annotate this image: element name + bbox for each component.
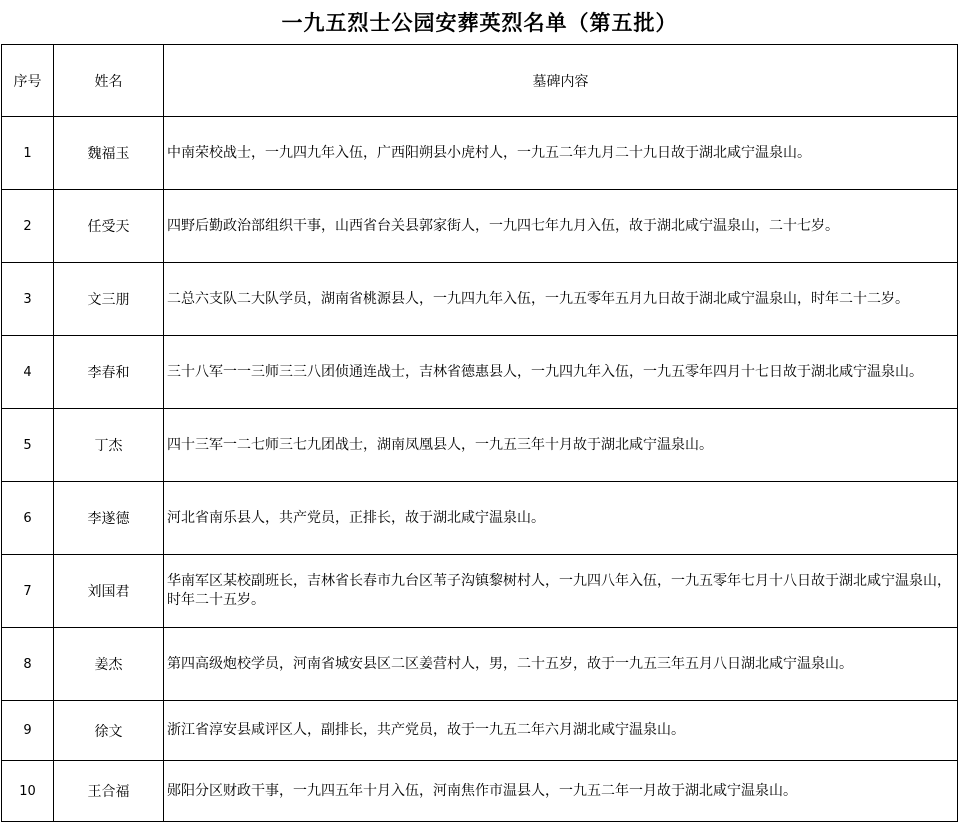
cell-tombstone-content: 四十三军一二七师三七九团战士，湖南凤凰县人，一九五三年十月故于湖北咸宁温泉山。	[164, 409, 958, 482]
table-row	[2, 482, 958, 555]
cell-serial-number: 3	[2, 263, 54, 336]
cell-serial-number: 7	[2, 555, 54, 628]
header-tombstone-content: 墓碑内容	[164, 45, 958, 117]
cell-tombstone-content: 华南军区某校副班长，吉林省长春市九台区苇子沟镇黎树村人，一九四八年入伍，一九五零年七月十八日故于湖北咸宁温泉山，时年二十五岁。	[164, 555, 958, 628]
cell-serial-number: 1	[2, 117, 54, 190]
cell-tombstone-content: 郧阳分区财政干事，一九四五年十月入伍，河南焦作市温县人，一九五二年一月故于湖北咸宁温泉山。	[164, 761, 958, 822]
cell-name: 王合福	[54, 761, 164, 822]
table-body	[2, 117, 958, 822]
table-row	[2, 628, 958, 701]
cell-serial-number: 4	[2, 336, 54, 409]
cell-tombstone-content: 三十八军一一三师三三八团侦通连战士，吉林省德惠县人，一九四九年入伍，一九五零年四月十七日故于湖北咸宁温泉山。	[164, 336, 958, 409]
cell-name: 李春和	[54, 336, 164, 409]
cell-tombstone-content: 中南荣校战士，一九四九年入伍，广西阳朔县小虎村人，一九五二年九月二十九日故于湖北咸宁温泉山。	[164, 117, 958, 190]
cell-name: 任受天	[54, 190, 164, 263]
cell-tombstone-content: 河北省南乐县人，共产党员，正排长，故于湖北咸宁温泉山。	[164, 482, 958, 555]
cell-name: 姜杰	[54, 628, 164, 701]
cell-serial-number: 6	[2, 482, 54, 555]
table-row	[2, 701, 958, 761]
martyrs-table	[1, 44, 958, 822]
cell-tombstone-content: 四野后勤政治部组织干事，山西省台关县郭家街人，一九四七年九月入伍，故于湖北咸宁温泉山，二十七岁。	[164, 190, 958, 263]
cell-tombstone-content: 第四高级炮校学员，河南省城安县区二区姜营村人，男，二十五岁，故于一九五三年五月八日湖北咸宁温泉山。	[164, 628, 958, 701]
cell-name: 刘国君	[54, 555, 164, 628]
cell-serial-number: 10	[2, 761, 54, 822]
cell-serial-number: 5	[2, 409, 54, 482]
cell-tombstone-content: 二总六支队二大队学员，湖南省桃源县人，一九四九年入伍，一九五零年五月九日故于湖北咸宁温泉山，时年二十二岁。	[164, 263, 958, 336]
table-row	[2, 190, 958, 263]
cell-name: 魏福玉	[54, 117, 164, 190]
table-row	[2, 336, 958, 409]
table-row	[2, 555, 958, 628]
table-header-row	[2, 45, 958, 117]
cell-name: 丁杰	[54, 409, 164, 482]
header-serial-number: 序号	[2, 45, 54, 117]
table-row	[2, 761, 958, 822]
cell-name: 徐文	[54, 701, 164, 761]
table-row	[2, 263, 958, 336]
table-row	[2, 117, 958, 190]
cell-serial-number: 2	[2, 190, 54, 263]
cell-tombstone-content: 浙江省淳安县咸评区人，副排长，共产党员，故于一九五二年六月湖北咸宁温泉山。	[164, 701, 958, 761]
cell-serial-number: 9	[2, 701, 54, 761]
cell-name: 文三朋	[54, 263, 164, 336]
cell-name: 李遂德	[54, 482, 164, 555]
cell-serial-number: 8	[2, 628, 54, 701]
table-row	[2, 409, 958, 482]
page-title: 一九五烈士公园安葬英烈名单（第五批）	[281, 10, 678, 35]
header-name: 姓名	[54, 45, 164, 117]
